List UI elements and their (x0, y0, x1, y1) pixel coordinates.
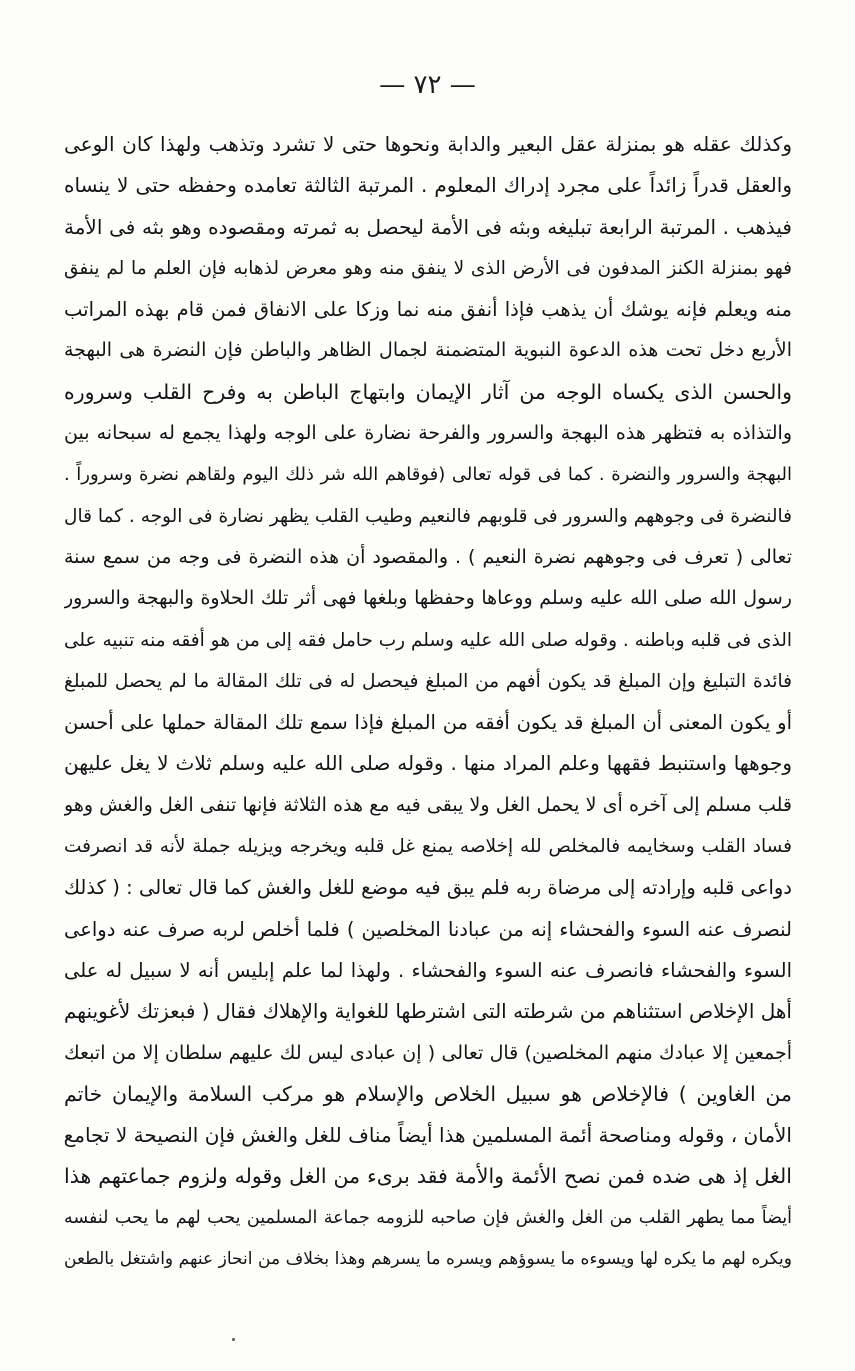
text-line: ويكره لهم ما يكره لها ويسوءه ما يسوؤهم ويسره ما يسرهم وهذا بخلاف من انحاز عنهم واشتغل بالطعن (64, 1249, 792, 1270)
text-line: أجمعين إلا عبادك منهم المخلصين) قال تعالى ( إن عبادى ليس لك عليهم سلطان إلا من اتبعك (64, 1041, 792, 1064)
text-line: والحسن الذى يكساه الوجه من آثار الإيمان وابتهاج الباطن به وفرح القلب وسروره (64, 379, 792, 404)
text-line: لنصرف عنه السوء والفحشاء إنه من عبادنا المخلصين ) فلما أخلص لربه صرف عنه دواعى (64, 917, 792, 941)
text-line: من الغاوين ) فالإخلاص هو سبيل الخلاص والإسلام هو مركب السلامة والإيمان خاتم (64, 1081, 792, 1106)
text-line: فساد القلب وسخايمه فالمخلص لله إخلاصه يمنع غل قلبه ويخرجه ويزيله جملة لأنه قد انصرفت (64, 836, 792, 858)
text-line: وكذلك عقله هو بمنزلة عقل البعير والدابة ونحوها حتى لا تشرد وتذهب ولهذا كان الوعى (64, 132, 792, 156)
text-line: السوء والفحشاء فانصرف عنه السوء والفحشاء . ولهذا لما علم إبليس أنه لا سبيل له على (64, 958, 792, 982)
text-line: أهل الإخلاص استثناهم من شرطته التى اشترطها للغواية والإهلاك فقال ( فبعزتك لأغوينهم (64, 999, 792, 1024)
text-line: الأمان ، وقوله ومناصحة أئمة المسلمين هذا أيضاً مناف للغل والغش فإن النصيحة لا تجامع (64, 1123, 792, 1148)
page-number: — ٧٢ — (379, 70, 476, 100)
text-line: فالنضرة فى وجوههم والسرور فى قلوبهم فالنعيم وطيب القلب يظهر نضارة فى الوجه . كما قال (64, 505, 792, 527)
print-speck (232, 1338, 235, 1341)
text-line: والتذاذه به فتظهر هذه البهجة والسرور والفرحة نضارة على الوجه ولهذا يجمع له سبحانه بين (64, 422, 792, 445)
text-line: تعالى ( تعرف فى وجوههم نضرة النعيم ) . والمقصود أن هذه النضرة فى وجه من سمع سنة (64, 545, 792, 568)
text-line: الغل إذ هى ضده فمن نصح الأئمة والأمة فقد برىء من الغل وقوله ولزوم جماعتهم هذا (64, 1164, 792, 1189)
text-line: منه ويعلم فإنه يوشك أن يذهب فإذا أنفق منه نما وزكا على الانفاق فمن قام بهذه المراتب (64, 298, 792, 322)
text-line: دواعى قلبه وإرادته إلى مرضاة ربه فلم يبق فيه موضع للغل والغش كما قال تعالى : ( كذلك (64, 876, 792, 900)
text-line: وجوهها واستنبط فقهها وعلم المراد منها . وقوله صلى الله عليه وسلم ثلاث لا يغل عليهن (64, 751, 792, 776)
text-line: فهو بمنزلة الكنز المدفون فى الأرض الذى لا ينفق منه وهو معرض لذهابه فإن العلم ما لم ينفق (64, 257, 792, 279)
text-line: البهجة والسرور والنضرة . كما فى قوله تعالى (فوقاهم الله شر ذلك اليوم ولقاهم نضرة وسروراً . (64, 464, 792, 486)
text-line: فائدة التبليغ وإن المبلغ قد يكون أفهم من المبلغ فيحصل له فى تلك المقالة ما لم يحصل للمبلغ (64, 670, 792, 692)
text-line: فيذهب . المرتبة الرابعة تبليغه وبثه فى الأمة ليحصل به ثمرته ومقصوده وهو بثه فى الأمة (64, 214, 792, 239)
text-line: والعقل قدراً زائداً على مجرد إدراك المعلوم . المرتبة الثالثة تعامده وحفظه حتى لا ينساه (64, 173, 792, 198)
text-line: الذى فى قلبه وباطنه . وقوله صلى الله عليه وسلم رب حامل فقه إلى من هو أفقه منه تنبيه على (64, 629, 792, 651)
body-text (64, 124, 792, 1280)
text-line: أيضاً مما يطهر القلب من الغل والغش فإن صاحبه للزومه جماعة المسلمين يحب لهم ما يحب لنفسه (64, 1207, 792, 1228)
text-line: قلب مسلم إلى آخره أى لا يحمل الغل ولا يبقى فيه مع هذه الثلاثة فإنها تنفى الغل والغش وهو (64, 793, 792, 816)
text-line: الأربع دخل تحت هذه الدعوة النبوية المتضمنة لجمال الظاهر والباطن فإن النضرة هى البهجة (64, 339, 792, 362)
text-line: رسول الله صلى الله عليه وسلم ووعاها وحفظها وبلغها فهى أثر تلك الحلاوة والبهجة والسرور (64, 587, 792, 610)
text-line: أو يكون المعنى أن المبلغ قد يكون أفقه من المبلغ فإذا سمع تلك المقالة حملها على أحسن (64, 711, 792, 735)
